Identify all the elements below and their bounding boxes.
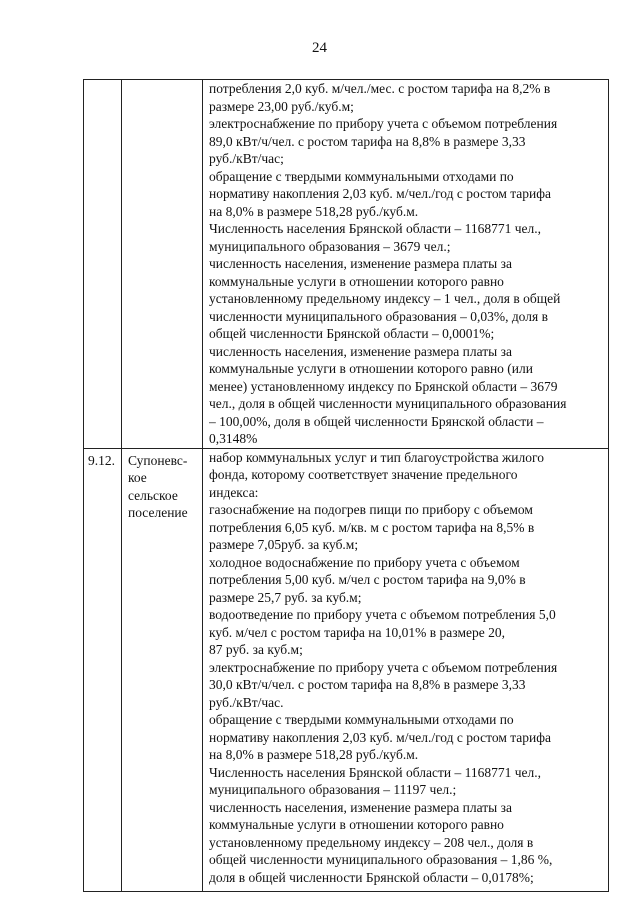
row-number-cell: [84, 80, 122, 449]
text-line: численность населения, изменение размера платы за: [209, 799, 512, 815]
text-line: газоснабжение на подогрев пищи по прибору с объемом: [209, 502, 533, 517]
text-line: 30,0 кВт/ч/чел. с ростом тарифа на 8,8% в размере 3,33: [209, 677, 526, 692]
text-line: коммунальные услуги в отношении которого равно: [209, 273, 504, 289]
text-line: фонда, которому соответствует значение предельного: [209, 467, 518, 482]
text-line: муниципального образования – 11197 чел.;: [209, 782, 457, 797]
row-number: 9.12.: [88, 452, 115, 468]
text-line: на 8,0% в размере 518,28 руб./куб.м.: [209, 203, 419, 219]
text-line: размере 7,05руб. за куб.м;: [209, 537, 359, 552]
text-line: размере 25,7 руб. за куб.м;: [209, 589, 362, 605]
municipality-name-line: Супоневс-: [128, 452, 188, 468]
municipality-name-line: кое: [128, 470, 147, 485]
text-line: численность населения, изменение размера платы за: [209, 343, 512, 359]
municipality-name-line: сельское: [128, 487, 178, 503]
text-line: установленному предельному индексу – 1 чел., доля в общей: [209, 291, 561, 306]
text-line: доля в общей численности Брянской области – 0,0178%;: [209, 869, 534, 885]
municipality-name-cell: [122, 448, 203, 892]
municipality-name-cell: [122, 80, 203, 449]
text-line: на 8,0% в размере 518,28 руб./куб.м.: [209, 747, 419, 762]
row-number-cell: [84, 448, 122, 892]
text-line: индекса:: [209, 484, 259, 500]
text-line: потребления 5,00 куб. м/чел с ростом тарифа на 9,0% в: [209, 572, 526, 587]
text-line: водоотведение по прибору учета с объемом потребления 5,0: [209, 607, 556, 622]
description-cell: [203, 448, 609, 892]
text-line: электроснабжение по прибору учета с объемом потребления: [209, 659, 558, 675]
table-row: [84, 448, 609, 892]
text-line: 89,0 кВт/ч/чел. с ростом тарифа на 8,8% в размере 3,33: [209, 133, 526, 149]
document-table: [83, 79, 609, 892]
text-line: Численность населения Брянской области – 1168771 чел.,: [209, 764, 541, 780]
text-line: обращение с твердыми коммунальными отходами по: [209, 712, 514, 727]
text-line: обращение с твердыми коммунальными отходами по: [209, 168, 514, 184]
text-line: набор коммунальных услуг и тип благоустройства жилого: [209, 449, 544, 465]
municipality-name-line: поселение: [128, 505, 188, 520]
page-number: 24: [312, 40, 327, 56]
text-line: куб. м/чел с ростом тарифа на 10,01% в размере 20,: [209, 624, 505, 640]
description-cell: [203, 80, 609, 449]
text-line: менее) установленному индексу по Брянской области – 3679: [209, 378, 558, 394]
text-line: потребления 6,05 куб. м/кв. м с ростом тарифа на 8,5% в: [209, 519, 535, 535]
text-line: 87 руб. за куб.м;: [209, 642, 303, 657]
text-line: установленному предельному индексу – 208 чел., доля в: [209, 834, 534, 850]
text-line: численность населения, изменение размера платы за: [209, 256, 512, 271]
text-line: чел., доля в общей численности муниципального образования: [209, 396, 567, 411]
text-line: руб./кВт/час.: [209, 694, 284, 710]
text-line: – 100,00%, доля в общей численности Брянской области –: [209, 413, 544, 429]
text-line: 0,3148%: [209, 431, 258, 446]
text-line: нормативу накопления 2,03 куб. м/чел./год с ростом тарифа: [209, 186, 552, 201]
text-line: общей численности Брянской области – 0,0001%;: [209, 326, 495, 341]
text-line: численности муниципального образования – 0,03%, доля в: [209, 308, 548, 324]
text-line: коммунальные услуги в отношении которого равно: [209, 817, 504, 832]
text-line: электроснабжение по прибору учета с объемом потребления: [209, 116, 558, 131]
text-line: Численность населения Брянской области – 1168771 чел.,: [209, 221, 541, 236]
text-line: потребления 2,0 куб. м/чел./мес. с ростом тарифа на 8,2% в: [209, 81, 551, 96]
table-row: [84, 80, 609, 449]
text-line: нормативу накопления 2,03 куб. м/чел./год с ростом тарифа: [209, 729, 552, 745]
text-line: размере 23,00 руб./куб.м;: [209, 98, 354, 114]
text-line: муниципального образования – 3679 чел.;: [209, 238, 451, 254]
text-line: руб./кВт/час;: [209, 151, 284, 166]
text-line: общей численности муниципального образования – 1,86 %,: [209, 852, 553, 867]
text-line: коммунальные услуги в отношении которого равно (или: [209, 361, 533, 376]
text-line: холодное водоснабжение по прибору учета с объемом: [209, 554, 520, 570]
